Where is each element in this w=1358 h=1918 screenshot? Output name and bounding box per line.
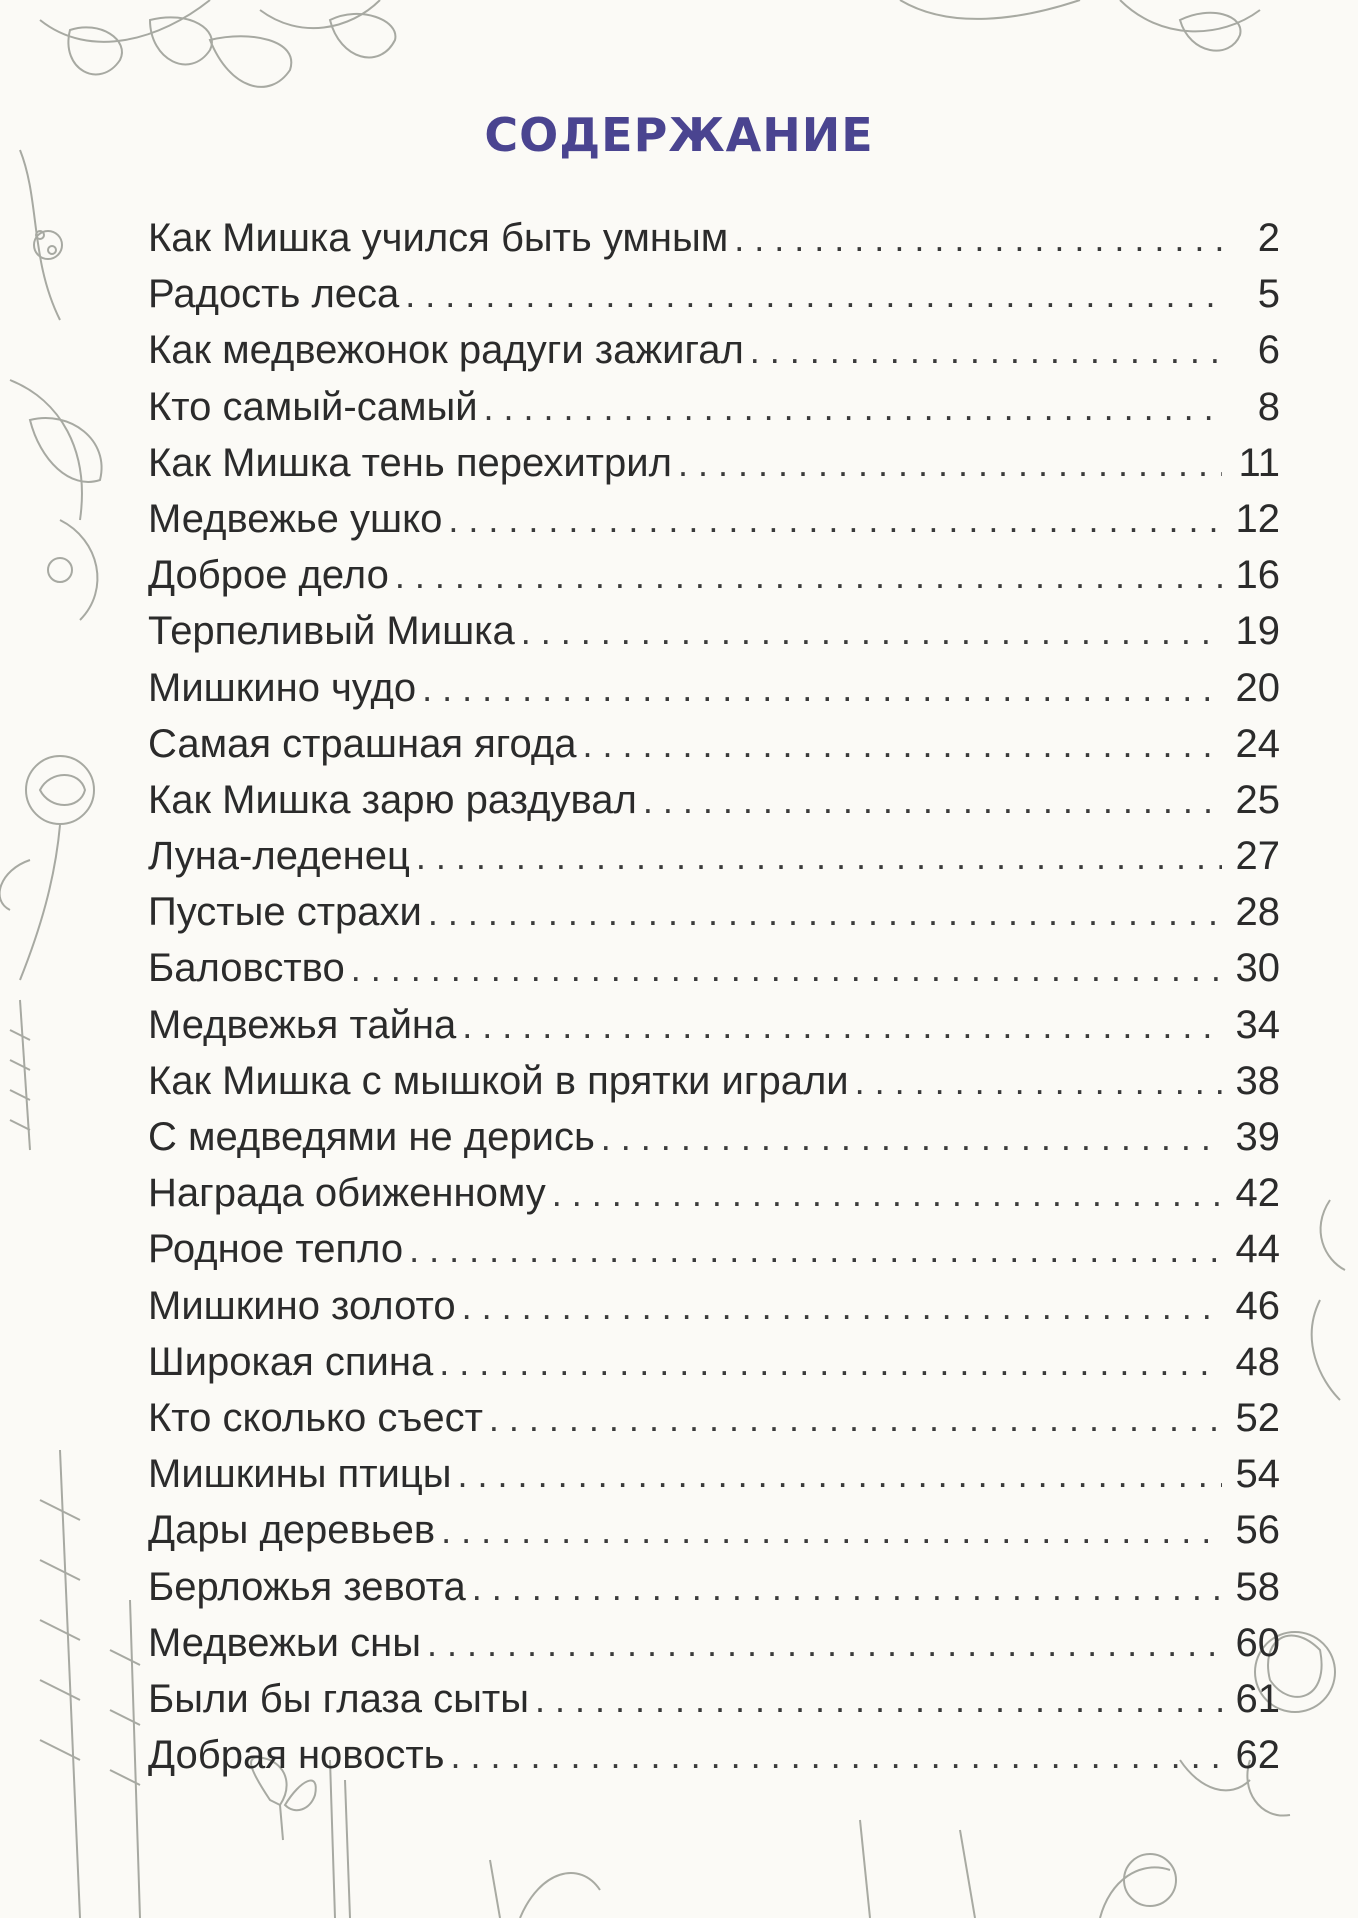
entry-page-number: 28 (1235, 890, 1280, 935)
entry-title: Были бы глаза сыты (148, 1676, 529, 1721)
toc-entry (148, 940, 1280, 996)
entry-page-number: 2 (1257, 216, 1280, 260)
dot-leader (521, 604, 1222, 660)
entry-title: Медвежья тайна (148, 1002, 457, 1047)
entry-page-number: 30 (1235, 946, 1280, 991)
entry-title: Терпеливый Мишка (148, 609, 515, 654)
entry-page-number: 38 (1235, 1058, 1280, 1103)
dot-leader (451, 1728, 1222, 1784)
dot-leader (552, 1166, 1222, 1222)
dot-leader (601, 1110, 1222, 1166)
dot-leader (489, 1391, 1222, 1447)
dot-leader (416, 829, 1222, 885)
toc-entry (148, 1559, 1280, 1615)
dot-leader (462, 1279, 1222, 1335)
entry-page-number: 19 (1235, 609, 1280, 654)
toc-entry (148, 491, 1280, 547)
dot-leader (535, 1672, 1222, 1728)
entry-title: Баловство (148, 946, 345, 991)
toc-entry (148, 379, 1280, 435)
entry-title: Пустые страхи (148, 890, 422, 935)
entry-title: Медвежье ушко (148, 496, 443, 541)
entry-page-number: 52 (1235, 1395, 1280, 1440)
toc-entry (148, 1446, 1280, 1502)
raspberry-icon (10, 150, 102, 620)
dot-leader (855, 1054, 1222, 1110)
entry-title: Самая страшная ягода (148, 721, 577, 766)
entry-title: Кто самый-самый (148, 384, 478, 429)
dot-leader (462, 998, 1222, 1054)
dot-leader (750, 323, 1222, 379)
toc-entry (148, 1502, 1280, 1558)
entry-page-number: 12 (1235, 496, 1280, 541)
toc-entry (148, 1671, 1280, 1727)
toc-entry (148, 997, 1280, 1053)
toc-entry (148, 266, 1280, 322)
toc-entry (148, 1615, 1280, 1671)
entry-title: Как Мишка зарю раздувал (148, 777, 637, 822)
dot-leader (734, 211, 1222, 267)
dot-leader (351, 941, 1222, 997)
entry-page-number: 54 (1235, 1452, 1280, 1497)
entry-title: Как Мишка с мышкой в прятки играли (148, 1058, 849, 1103)
entry-title: Добрая новость (148, 1733, 445, 1778)
entry-title: Как Мишка учился быть умным (148, 216, 729, 260)
dot-leader (458, 1447, 1222, 1503)
dot-leader (395, 548, 1222, 604)
toc-entry (148, 1727, 1280, 1783)
entry-page-number: 25 (1235, 777, 1280, 822)
dot-leader (484, 380, 1222, 436)
entry-page-number: 24 (1235, 721, 1280, 766)
toc-entry (148, 884, 1280, 940)
table-of-contents (148, 210, 1280, 1783)
entry-title: Кто сколько съест (148, 1395, 483, 1440)
entry-page-number: 62 (1235, 1733, 1280, 1778)
entry-title: С медведями не дерись (148, 1115, 595, 1159)
entry-page-number: 42 (1235, 1171, 1280, 1216)
entry-page-number: 34 (1235, 1002, 1280, 1047)
toc-entry (148, 1390, 1280, 1446)
entry-title: Дары деревьев (148, 1508, 436, 1553)
entry-page-number: 11 (1238, 440, 1280, 485)
entry-page-number: 44 (1235, 1227, 1280, 1272)
entry-page-number: 8 (1257, 384, 1280, 429)
toc-entry (148, 1278, 1280, 1334)
entry-page-number: 5 (1257, 272, 1280, 317)
entry-page-number: 46 (1235, 1283, 1280, 1328)
entry-page-number: 39 (1235, 1115, 1280, 1159)
page-title: СОДЕРЖАНИЕ (484, 108, 874, 162)
entry-title: Мишкино золото (148, 1283, 456, 1328)
entry-title: Широкая спина (148, 1339, 434, 1384)
dot-leader (448, 492, 1222, 548)
entry-title: Родное тепло (148, 1227, 404, 1272)
entry-title: Как медвежонок радуги зажигал (148, 328, 744, 373)
toc-entry (148, 716, 1280, 772)
entry-title: Радость леса (148, 272, 400, 317)
dot-leader (439, 1335, 1222, 1391)
toc-entry (148, 1334, 1280, 1390)
toc-entry (148, 1109, 1280, 1165)
entry-page-number: 6 (1257, 328, 1280, 373)
toc-entry (148, 603, 1280, 659)
toc-entry (148, 547, 1280, 603)
toc-entry (148, 1221, 1280, 1277)
leaf-ornament-icon (40, 0, 1260, 87)
toc-entry (148, 772, 1280, 828)
toc-entry (148, 322, 1280, 378)
dot-leader (441, 1503, 1222, 1559)
toc-entry (148, 1053, 1280, 1109)
dot-leader (472, 1560, 1222, 1616)
entry-title: Медвежьи сны (148, 1620, 421, 1665)
entry-title: Луна-леденец (148, 834, 410, 879)
entry-title: Мишкины птицы (148, 1452, 452, 1497)
entry-page-number: 16 (1235, 553, 1280, 598)
toc-entry (148, 660, 1280, 716)
entry-title: Мишкино чудо (148, 665, 417, 710)
entry-title: Берложья зевота (148, 1564, 466, 1609)
dot-leader (427, 1616, 1222, 1672)
entry-title: Как Мишка тень перехитрил (148, 440, 672, 485)
dot-leader (409, 1222, 1222, 1278)
dot-leader (405, 267, 1222, 323)
entry-page-number: 48 (1235, 1339, 1280, 1384)
toc-entry (148, 828, 1280, 884)
dot-leader (678, 436, 1222, 492)
entry-title: Награда обиженному (148, 1171, 546, 1216)
entry-title: Доброе дело (148, 553, 389, 598)
toc-entry (148, 435, 1280, 491)
dot-leader (428, 885, 1222, 941)
entry-page-number: 20 (1235, 665, 1280, 710)
dot-leader (643, 773, 1222, 829)
entry-page-number: 60 (1235, 1620, 1280, 1665)
entry-page-number: 56 (1235, 1508, 1280, 1553)
dot-leader (422, 661, 1222, 717)
toc-entry (148, 1165, 1280, 1221)
toc-entry (148, 210, 1280, 266)
entry-page-number: 58 (1235, 1564, 1280, 1609)
entry-page-number: 61 (1235, 1676, 1280, 1721)
dot-leader (582, 717, 1222, 773)
entry-page-number: 27 (1235, 834, 1280, 879)
